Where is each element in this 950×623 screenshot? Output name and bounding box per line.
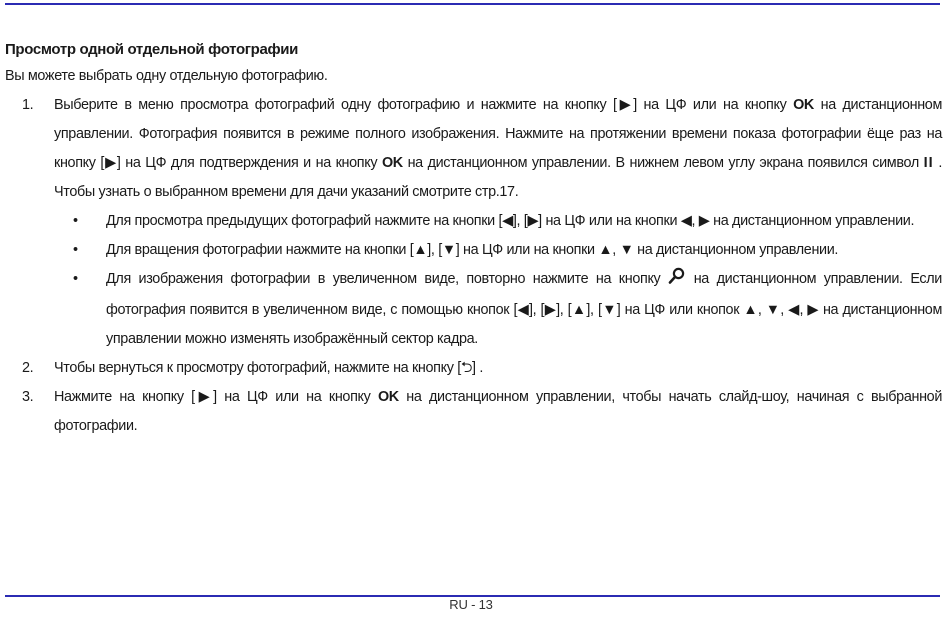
step-text-part: на дистанционном управлении. Фотография появится в режиме полного изображения. Нажмите на протяжении времени показа фотографии ёще раз на кнопку [▶] на ЦФ для подтверждения и на кнопку <box>54 97 942 171</box>
ok-key-label: OK <box>793 97 814 113</box>
top-rule <box>5 3 940 5</box>
step-text-part: . Чтобы узнать о выбранном времени для дачи указаний смотрите стр.17. <box>54 155 943 200</box>
step-item-2 <box>5 354 942 383</box>
bullet-text: на дистанционном управлении. Если фотография появится в увеличенном виде, с помощью кнопок [◀], [▶], [▲], [▼] на ЦФ или кнопок ▲, ▼, ◀, ▶ на дистанционном управлении можно изменять изображённый сектор кадра. <box>106 271 942 347</box>
bullet-text: Для просмотра предыдущих фотографий нажмите на кнопки [◀], [▶] на ЦФ или на кнопки ◀, ▶ на дистанционном управлении. <box>106 213 915 229</box>
bullet-symbol: • <box>73 271 78 287</box>
ok-key-label: OK <box>377 389 399 405</box>
steps-list <box>5 91 942 441</box>
section-title: Просмотр одной отдельной фотографии <box>5 41 298 58</box>
bullet-symbol: • <box>73 213 78 229</box>
intro-text: Вы можете выбрать одну отдельную фотографию. <box>5 68 328 84</box>
step-number: 1. <box>22 97 34 113</box>
bullet-text: Для изображения фотографии в увеличенном виде, повторно нажмите на кнопку <box>106 271 669 287</box>
step-text-part: Выберите в меню просмотра фотографий одну фотографию и нажмите на кнопку [▶] на ЦФ или на кнопку <box>54 97 794 113</box>
step-item-1 <box>5 91 942 354</box>
step-text-part: Нажмите на кнопку [▶] на ЦФ или на кнопку <box>54 389 378 405</box>
bullet-item-3 <box>54 265 942 354</box>
step-text: Чтобы вернуться к просмотру фотографий, нажмите на кнопку [⮌] . <box>54 360 483 376</box>
document-body <box>5 38 942 441</box>
bullet-text: Для вращения фотографии нажмите на кнопки [▲], [▼] на ЦФ или на кнопки ▲, ▼ на дистанционном управлении. <box>106 242 839 258</box>
magnifier-icon <box>668 267 686 296</box>
step-text-part: на дистанционном управлении. В нижнем левом углу экрана появился символ <box>402 155 924 171</box>
step-number: 3. <box>22 389 34 405</box>
bullet-item-2 <box>54 236 942 265</box>
ok-key-label: OK <box>381 155 403 171</box>
pause-symbol: II <box>923 155 934 171</box>
bullet-symbol: • <box>73 242 78 258</box>
step-number: 2. <box>22 360 34 376</box>
page-number: RU - 13 <box>449 597 493 612</box>
bullet-list <box>54 207 942 354</box>
bullet-item-1 <box>54 207 942 236</box>
step-text-part: на дистанционном управлении, чтобы начать слайд-шоу, начиная с выбранной фотографии. <box>54 389 943 434</box>
step-item-3 <box>5 383 942 441</box>
